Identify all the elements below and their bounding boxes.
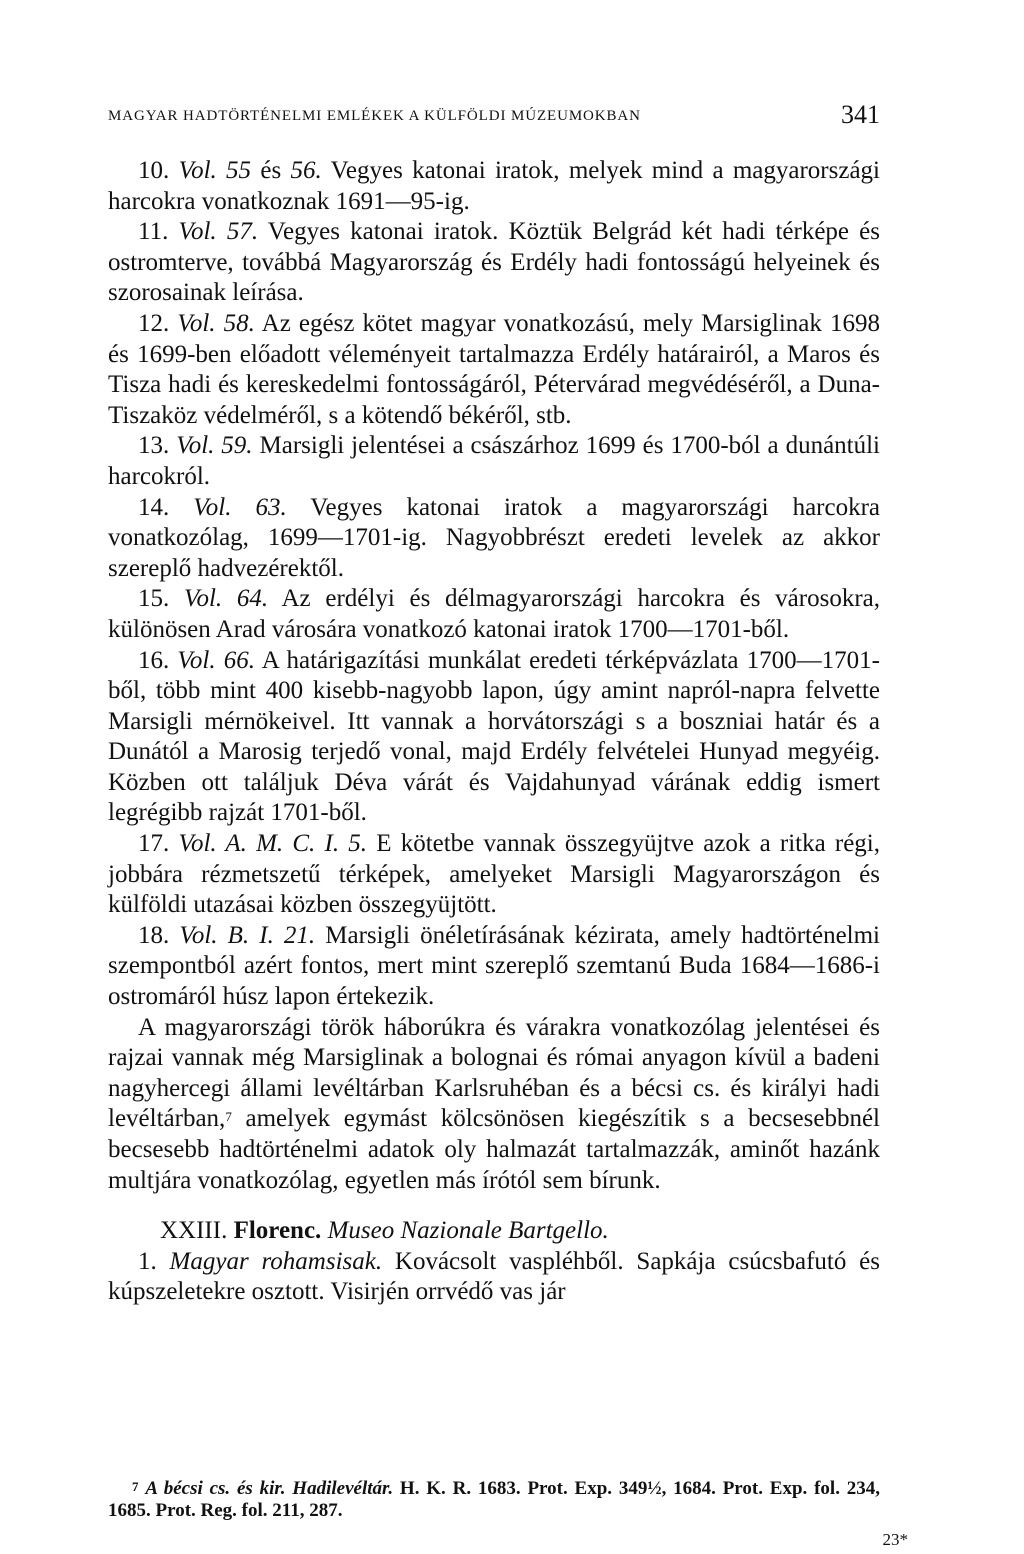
- entry-text: Marsigli önéletírásának kézirata, amely hadtörténelmi szempontból azért fontos, mert mint szereplő szemtanú Buda 1684—1686-i ostromáról húsz lapon értekezik.: [108, 921, 880, 1011]
- volume-entry: [108, 309, 880, 431]
- entry-number: 10.: [138, 157, 170, 184]
- page-number: 341: [841, 100, 880, 129]
- entry-text: Az erdélyi és délmagyarországi harcokra és városokra, különösen Arad városára vonatkozó katonai iratok 1700—1701-ből.: [108, 585, 881, 643]
- volume-entry: [108, 921, 880, 1013]
- page-header: [108, 100, 880, 134]
- entry-volume: Vol. B. I. 21.: [179, 921, 316, 949]
- entry-volume: Vol. A. M. C. I. 5.: [178, 830, 368, 858]
- entry-volume: Vol. 66.: [177, 646, 255, 674]
- item-1: [108, 1247, 880, 1308]
- entry-text: Vegyes katonai iratok, melyek mind a magyarországi harcokra vonatkoznak 1691—95-ig.: [108, 157, 880, 215]
- item-text: Kovácsolt vaspléhből. Sapkája csúcsbafutó és kúpszeletekre osztott. Visirjén orrvédő vas jár: [108, 1247, 880, 1306]
- closing-paragraph: [108, 1013, 880, 1197]
- entry-volume-2: 56.: [290, 157, 322, 184]
- item-number: 1.: [138, 1247, 157, 1275]
- footnote-ref: 7: [225, 1109, 232, 1125]
- item-title: Magyar rohamsisak.: [169, 1247, 383, 1275]
- entry-number: 12.: [138, 309, 170, 337]
- entry-volume: Vol. 55: [178, 157, 252, 184]
- entry-volume: Vol. 64.: [183, 585, 269, 613]
- entry-volume: Vol. 58.: [177, 309, 255, 337]
- running-head: MAGYAR HADTÖRTÉNELMI EMLÉKEK A KÜLFÖLDI MÚZEUMOKBAN: [108, 108, 641, 124]
- entry-number: 14.: [138, 493, 170, 521]
- volume-entry: [108, 431, 880, 492]
- entry-text: A határigazítási munkálat eredeti térképvázlata 1700—1701-ből, több mint 400 kisebb-nagyobb lapon, úgy amint napról-napra felvette Marsigli mérnökeivel. Itt vannak a horvátországi s a boszniai határ és a Dunától a Marosig terjedő vonal, majd Erdély felvételei Hunyad megyéig. Közben ott találjuk Déva várát és Vajdahunyad várának eddig ismert legrégibb rajzát 1701-ből.: [108, 646, 880, 827]
- section-number: XXIII.: [160, 1217, 228, 1245]
- entry-text: E kötetbe vannak összegyüjtve azok a ritka régi, jobbára rézmetszetű térképek, amelyeket Marsigli Magyarországon és külföldi utazásai közben összegyüjtött.: [108, 830, 881, 919]
- footnote-text: H. K. R. 1683. Prot. Exp. 349½, 1684. Prot. Exp. fol. 234, 1685. Prot. Reg. fol. 211, 287.: [108, 1478, 880, 1521]
- volume-entry: [108, 156, 880, 217]
- entry-number: 11.: [138, 218, 169, 246]
- volume-list: [108, 156, 880, 1013]
- entry-volume: Vol. 59.: [176, 432, 253, 460]
- entry-volume: Vol. 63.: [193, 493, 287, 521]
- volume-entry: [108, 493, 880, 585]
- entry-number: 16.: [138, 646, 170, 674]
- entry-number: 13.: [138, 432, 170, 460]
- footnote-italic: A bécsi cs. és kir. Hadilevéltár.: [145, 1478, 394, 1499]
- section-heading: [108, 1216, 880, 1247]
- volume-entry: [108, 584, 880, 645]
- entry-number: 17.: [138, 830, 170, 858]
- section-museum: Museo Nazionale Bartgello.: [327, 1217, 609, 1245]
- entry-text: Vegyes katonai iratok. Köztük Belgrád két hadi térképe és ostromterve, továbbá Magyarország és Erdély hadi fontosságú helyeinek és szorosainak leírása.: [108, 218, 880, 307]
- entry-text: Vegyes katonai iratok a magyarországi harcokra vonatkozólag, 1699—1701-ig. Nagyobbrészt eredeti levelek az akkor szereplő hadvezérektől.: [108, 493, 881, 582]
- entry-number: 18.: [138, 921, 170, 949]
- volume-entry: [108, 217, 880, 309]
- entry-text: Marsigli jelentései a császárhoz 1699 és 1700-ból a dunántúli harcokról.: [108, 432, 880, 490]
- volume-entry: [108, 646, 880, 830]
- section-city: Florenc.: [233, 1217, 322, 1245]
- footnote-number: 7: [132, 1479, 139, 1494]
- closing-text-1: A magyarországi török háborúkra és várakra vonatkozólag jelentései és rajzai vannak még Marsiglinak a bolognai és római anyagon kívül a badeni nagyhercegi állami levéltárban Karlsruhéban és a bécsi cs. és királyi hadi levéltárban,: [108, 1013, 880, 1133]
- footnote: [108, 1478, 880, 1522]
- entry-number: 15.: [138, 585, 170, 613]
- volume-entry: [108, 829, 880, 921]
- entry-text: Az egész kötet magyar vonatkozású, mely Marsiglinak 1698 és 1699-ben előadott véleményeit tartalmazza Erdély határairól, a Maros és Tisza hadi és kereskedelmi fontosságáról, Pétervárad megvédéséről, a Duna-Tiszaköz védelméről, s a kötendő békéről, stb.: [108, 309, 881, 429]
- signature-mark: 23*: [882, 1530, 908, 1549]
- entry-connector: és: [251, 157, 291, 184]
- body-text: [108, 156, 880, 1308]
- entry-volume: Vol. 57.: [178, 218, 259, 246]
- closing-text-2: amelyek egymást kölcsönösen kiegészítik s a becsesebbnél becsesebb hadtörténelmi adatok oly halmazát tartalmazzák, aminőt hazánk multjára vonatkozólag, egyetlen más írótól sem bírunk.: [108, 1105, 880, 1194]
